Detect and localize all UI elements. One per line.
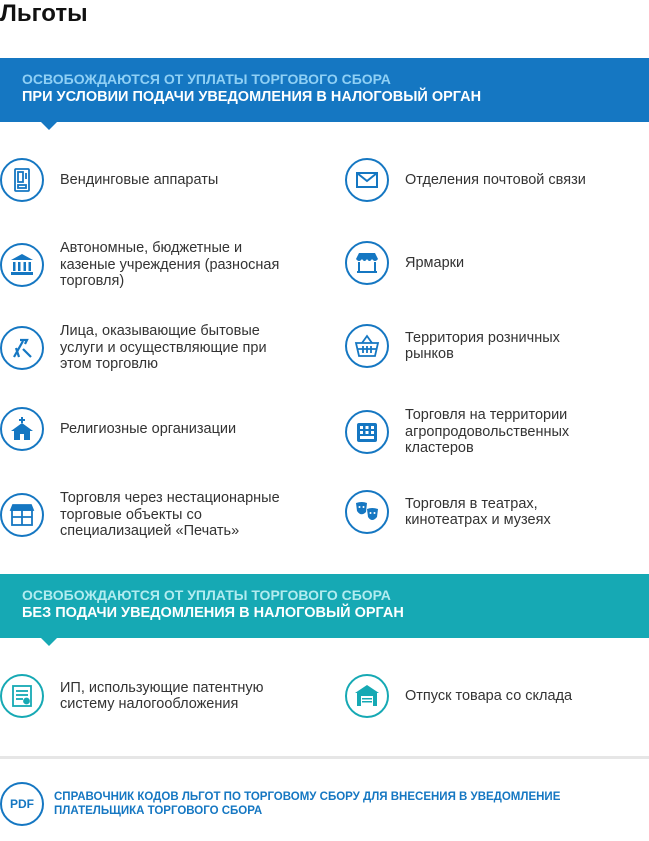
benefit-item-vending — [0, 158, 320, 202]
benefit-label: Отделения почтовой связи — [405, 171, 586, 188]
shopping-basket-icon — [345, 324, 389, 368]
benefit-label: Лица, оказывающие бытовые услуги и осуществляющие при этом торговлю — [60, 323, 267, 372]
benefit-label: Религиозные организации — [60, 420, 237, 437]
page-title: Льготы — [0, 0, 88, 27]
benefit-label: Вендинговые аппараты — [60, 171, 219, 188]
market-stall-icon — [345, 241, 389, 285]
theatre-masks-icon — [345, 490, 389, 534]
government-building-icon — [0, 243, 44, 287]
warehouse-icon — [345, 674, 389, 718]
benefit-label: Торговля через нестационарные торговые объекты со специализацией «Печать» — [60, 490, 280, 539]
banner-line-1: ОСВОБОЖДАЮТСЯ ОТ УПЛАТЫ ТОРГОВОГО СБОРА — [22, 71, 391, 87]
benefit-item-theatres — [345, 490, 645, 534]
pdf-icon[interactable]: PDF — [0, 782, 44, 826]
envelope-icon — [345, 158, 389, 202]
reference-link-text[interactable]: СПРАВОЧНИК КОДОВ ЛЬГОТ ПО ТОРГОВОМУ СБОРУ ДЛЯ ВНЕСЕНИЯ В УВЕДОМЛЕНИЕ ПЛАТЕЛЬЩИКА ТОРГОВОГО СБОРА — [54, 791, 561, 817]
benefit-label: Торговля в театрах, кинотеатрах и музеях — [405, 495, 551, 528]
notice-required-banner — [0, 58, 649, 122]
benefit-label: Торговля на территории агропродовольственных кластеров — [405, 407, 570, 456]
benefit-label: ИП, использующие патентную систему налогообложения — [60, 679, 264, 712]
benefit-item-press-kiosk — [0, 490, 320, 540]
tools-icon — [0, 326, 44, 370]
benefit-item-warehouse — [345, 674, 645, 718]
benefit-label: Отпуск товара со склада — [405, 687, 573, 704]
vending-machine-icon — [0, 158, 44, 202]
benefit-item-agro — [345, 407, 645, 457]
benefit-item-services — [0, 323, 320, 373]
banner-line-1: ОСВОБОЖДАЮТСЯ ОТ УПЛАТЫ ТОРГОВОГО СБОРА — [22, 587, 391, 603]
benefit-label: Территория розничных рынков — [405, 329, 560, 362]
patent-document-icon — [0, 674, 44, 718]
benefit-label: Ярмарки — [405, 254, 465, 271]
benefit-item-institutions — [0, 240, 320, 290]
section-divider — [0, 756, 649, 759]
banner-line-2: БЕЗ ПОДАЧИ УВЕДОМЛЕНИЯ В НАЛОГОВЫЙ ОРГАН — [22, 605, 404, 621]
kiosk-icon — [0, 493, 44, 537]
benefit-label: Автономные, бюджетные и казеные учреждения (разносная торговля) — [60, 240, 280, 289]
benefit-item-fairs — [345, 241, 645, 285]
church-icon — [0, 407, 44, 451]
benefit-item-markets — [345, 324, 645, 368]
benefit-item-post — [345, 158, 645, 202]
banner-pointer — [41, 638, 57, 646]
benefit-item-religious — [0, 407, 320, 451]
agro-building-icon — [345, 410, 389, 454]
notice-not-required-banner — [0, 574, 649, 638]
banner-line-2: ПРИ УСЛОВИИ ПОДАЧИ УВЕДОМЛЕНИЯ В НАЛОГОВЫЙ ОРГАН — [22, 89, 482, 105]
banner-pointer — [41, 122, 57, 130]
benefit-item-patent — [0, 674, 320, 718]
reference-pdf-link[interactable] — [0, 782, 649, 826]
